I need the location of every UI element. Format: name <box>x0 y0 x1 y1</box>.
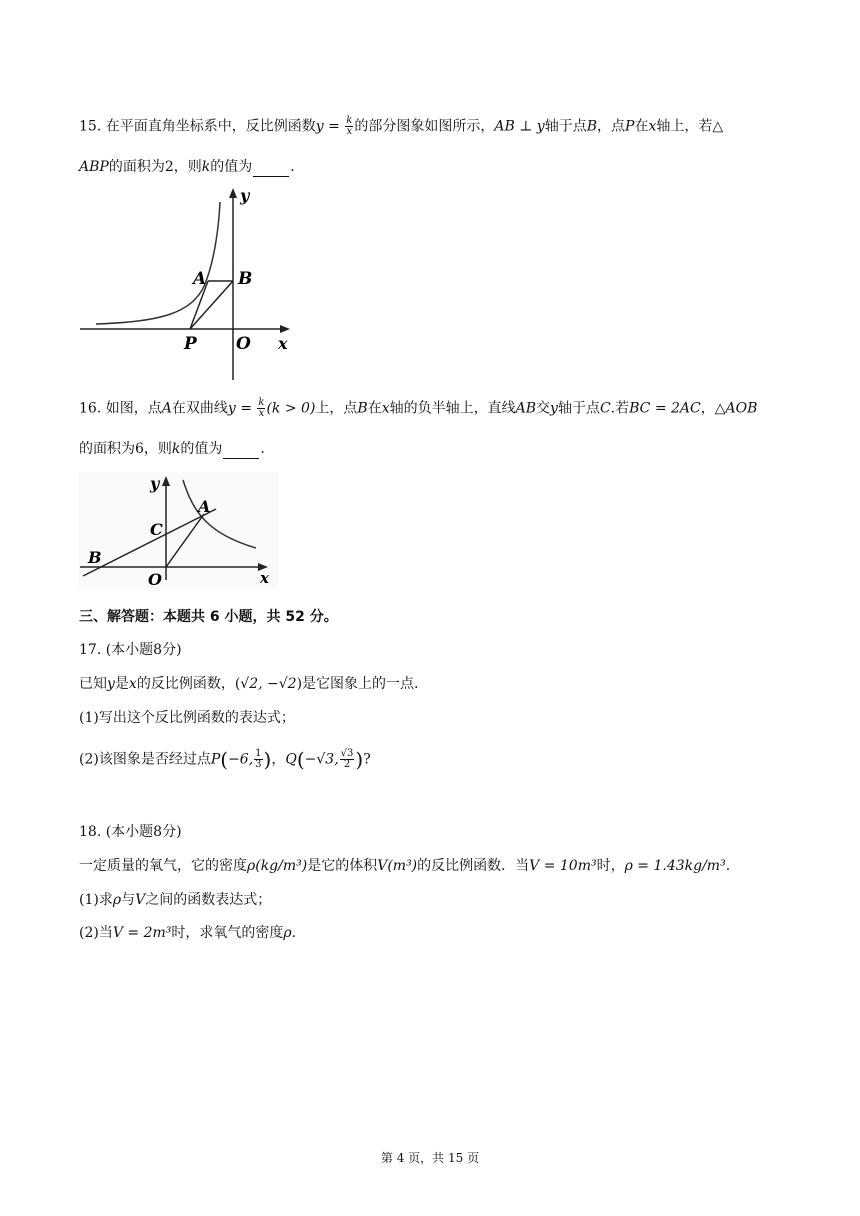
q16-label-y: y <box>150 474 160 493</box>
q17-paren: ( <box>296 747 305 772</box>
q17-math: , − <box>258 676 279 692</box>
q17-math: −6, <box>228 751 254 768</box>
q16-math: B <box>357 400 368 417</box>
q16-line-1 <box>79 398 757 419</box>
q15-math: P <box>625 118 635 135</box>
q17-frac-num: √3 <box>340 748 354 759</box>
q17-math: y <box>107 676 115 692</box>
q18-math: V(m³) <box>377 858 418 874</box>
section-3-score: 52 <box>285 609 305 625</box>
q17-title: 17. (本小题8分) <box>79 642 182 658</box>
q18-text: 是它的体积 <box>307 858 378 874</box>
q17-math: x <box>128 676 137 692</box>
q16-figure <box>78 472 278 590</box>
q15-curve <box>96 202 220 324</box>
q18-line-2 <box>79 890 271 910</box>
q15-math: x <box>648 118 657 135</box>
q18-text: (2)当 <box>79 925 113 941</box>
section-3-count: 6 <box>209 609 220 625</box>
q16-math: y <box>550 400 558 417</box>
q18-text: 一定质量的氧气，它的密度 <box>79 858 247 874</box>
q18-math: V = 2m³ <box>112 925 172 941</box>
section-3-text: 分。 <box>304 609 338 625</box>
q18-math: ρ(kg/m³) <box>247 858 308 874</box>
q15-text: 在 <box>634 118 649 135</box>
q16-line-2 <box>79 439 265 459</box>
q16-math: AOB <box>725 400 758 417</box>
q16-label-x: x <box>260 569 269 587</box>
q17-text: 的反比例函数，( <box>136 676 241 692</box>
q15-label-a: A <box>193 269 207 289</box>
q18-text: 时，求氧气的密度 <box>171 925 284 941</box>
q15-math: ABP <box>79 159 109 175</box>
q15-math: k <box>201 159 211 175</box>
q16-text: ，△ <box>700 400 726 417</box>
section-3-text: 三、解答题：本题共 <box>79 609 210 625</box>
q15-label-p: P <box>184 334 197 354</box>
q15-label-o: O <box>236 334 251 354</box>
q16-label-o: O <box>148 570 162 589</box>
q17-frac-num: 1 <box>255 748 262 759</box>
q16-label-c: C <box>150 520 163 539</box>
q15-text: . <box>290 159 295 175</box>
q18-text: 与 <box>121 892 136 908</box>
q17-fraction-2 <box>340 749 355 770</box>
q18-math: V <box>135 892 146 908</box>
q15-math-y: y <box>315 118 324 135</box>
q17-text: 已知 <box>79 676 107 692</box>
q15-text: 轴上，若△ <box>656 118 724 135</box>
q17-line-2: (1)写出这个反比例函数的表达式； <box>79 710 295 726</box>
q16-text: 交 <box>536 400 551 417</box>
section-3-text: 小题，共 <box>219 609 286 625</box>
q16-text: . <box>260 441 265 457</box>
q17-frac-den: 3 <box>255 759 262 770</box>
q16-text: 16. 如图，点 <box>79 400 162 417</box>
q18-math: ρ <box>112 892 122 908</box>
q18-math: V = 10m³ <box>529 858 597 874</box>
q15-math: B <box>586 118 598 135</box>
q15-answer-blank <box>253 162 289 177</box>
q18-line-1 <box>79 856 730 876</box>
q17-text: ， <box>271 751 286 768</box>
q15-label-y: y <box>240 186 250 205</box>
q17-math: Q <box>285 751 297 768</box>
q16-math: C <box>599 400 611 417</box>
q17-text: ? <box>363 751 371 768</box>
q16-text: 轴于点 <box>557 400 600 417</box>
q15-text: 的值为 <box>210 159 253 175</box>
q16-text: 的值为 <box>180 441 223 457</box>
q16-math: (k > 0) <box>266 400 316 417</box>
q18-text: 的反比例函数．当 <box>417 858 530 874</box>
q15-line-1 <box>79 116 723 137</box>
q15-figure <box>78 184 293 382</box>
q17-paren: ( <box>220 747 229 772</box>
q15-line-2 <box>79 157 295 177</box>
q17-math: √2 <box>240 676 259 692</box>
q18-text: . <box>291 925 297 941</box>
q18-text: . <box>725 858 731 874</box>
q17-math: √2 <box>278 676 297 692</box>
q15-y-arrow <box>229 188 237 198</box>
q15-frac-den: x <box>346 126 353 137</box>
q17-text: (2)该图象是否经过点 <box>79 751 211 768</box>
q15-math: AB ⊥ y <box>494 118 545 135</box>
q15-text: 的面积为2，则 <box>108 159 202 175</box>
q16-text: .若 <box>610 400 630 417</box>
q16-math: AB <box>515 400 537 417</box>
q17-line-3 <box>79 749 371 770</box>
q16-math: y <box>227 400 236 417</box>
q16-label-b: B <box>88 548 102 567</box>
q15-text: ，点 <box>597 118 626 135</box>
q17-math: −√3, <box>304 751 339 768</box>
q18-text: 时， <box>596 858 625 874</box>
page-footer: 第 4 页，共 15 页 <box>380 1151 480 1165</box>
q17-frac-den: 2 <box>343 759 351 770</box>
q15-label-x: x <box>278 334 288 353</box>
q16-text: 在 <box>367 400 382 417</box>
q15-text: 的部分图象如图所示， <box>354 118 495 135</box>
q16-math: A <box>161 400 172 417</box>
q18-line-3 <box>79 923 296 943</box>
q16-text: 的面积为6，则 <box>79 441 172 457</box>
q15-text: 15. 在平面直角坐标系中，反比例函数 <box>79 118 316 135</box>
q18-text: (1)求 <box>79 892 113 908</box>
q15-text: 轴于点 <box>544 118 587 135</box>
q17-math: P <box>210 751 221 768</box>
q16-text: 上，点 <box>315 400 358 417</box>
q16-text: 轴的负半轴上，直线 <box>389 400 516 417</box>
q18-math: ρ = 1.43kg/m³ <box>624 858 726 874</box>
q15-x-arrow <box>280 325 290 333</box>
q17-paren: ) <box>355 747 364 772</box>
q16-text: 在双曲线 <box>171 400 228 417</box>
q17-text: 是 <box>114 676 129 692</box>
section-3-heading <box>79 607 338 627</box>
q17-paren: ) <box>263 747 272 772</box>
q17-fraction-1 <box>254 749 262 770</box>
q18-title: 18. (本小题8分) <box>79 824 182 840</box>
q16-label-a: A <box>198 497 211 516</box>
q15-label-b: B <box>238 269 253 289</box>
q16-math: x <box>381 400 390 417</box>
q18-math: ρ <box>283 925 292 941</box>
q16-answer-blank <box>223 444 259 459</box>
q16-math: k <box>171 441 181 457</box>
q16-fraction <box>257 398 265 419</box>
q17-line-1 <box>79 674 419 694</box>
q16-equals: = <box>235 400 257 417</box>
q16-figure-bg <box>78 472 278 590</box>
q15-fraction <box>345 116 353 137</box>
q15-equals: = <box>323 118 345 135</box>
q16-frac-num: k <box>258 397 265 408</box>
q16-math: BC = 2AC <box>629 400 701 417</box>
q17-text: )是它图象上的一点. <box>296 676 419 692</box>
q15-frac-num: k <box>346 115 353 126</box>
q16-frac-den: x <box>258 408 265 419</box>
q18-text: 之间的函数表达式； <box>145 892 272 908</box>
